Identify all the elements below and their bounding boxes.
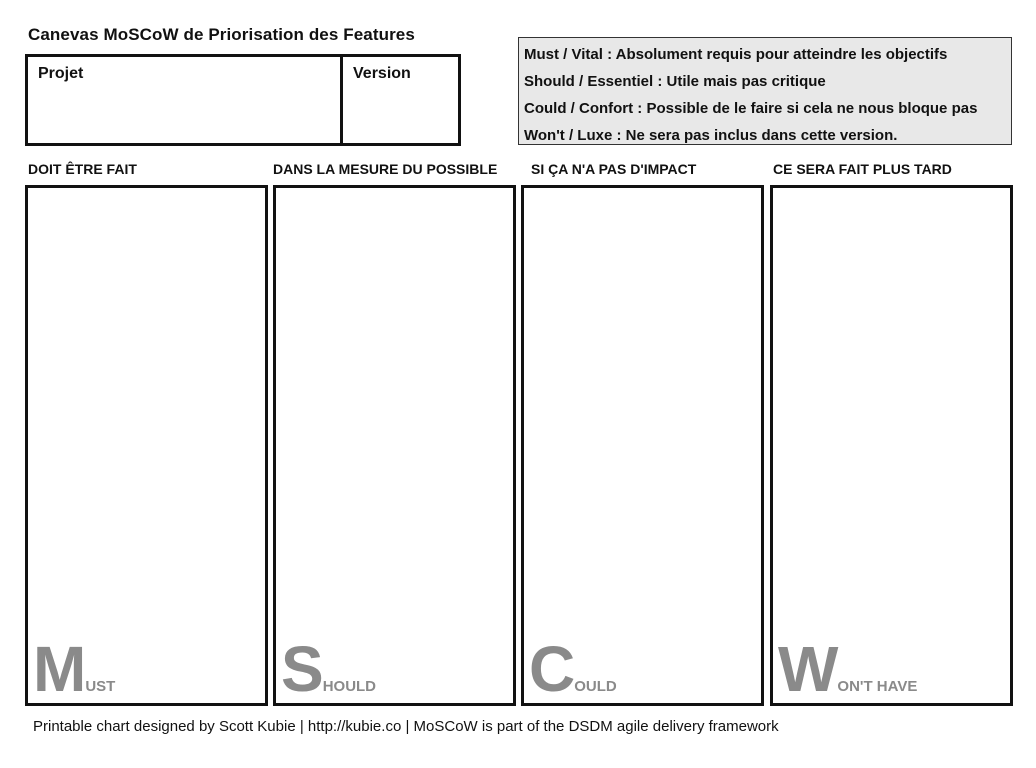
- column-header-wont: CE SERA FAIT PLUS TARD: [773, 161, 952, 177]
- column-could[interactable]: [521, 185, 764, 706]
- legend-box: [518, 37, 1012, 145]
- should-rest: HOULD: [322, 678, 377, 695]
- must-rest: UST: [85, 678, 116, 695]
- projet-box[interactable]: [25, 54, 343, 146]
- version-label: Version: [353, 65, 411, 82]
- could-initial: C: [529, 633, 575, 705]
- should-initial: S: [281, 633, 323, 705]
- must-mark: [33, 633, 116, 705]
- legend-could: Could / Confort : Possible de le faire si cela ne nous bloque pas: [524, 100, 978, 117]
- legend-should: Should / Essentiel : Utile mais pas critique: [524, 73, 826, 90]
- footer-credit: Printable chart designed by Scott Kubie | http://kubie.co | MoSCoW is part of the DSDM agile delivery framework: [33, 718, 779, 735]
- could-mark: [529, 633, 617, 705]
- wont-rest: ON'T HAVE: [837, 678, 918, 695]
- should-mark: [281, 633, 377, 705]
- page-title: Canevas MoSCoW de Priorisation des Features: [28, 25, 415, 44]
- column-header-must: DOIT ÊTRE FAIT: [28, 161, 137, 177]
- column-must[interactable]: [25, 185, 268, 706]
- column-should[interactable]: [273, 185, 516, 706]
- version-box[interactable]: [340, 54, 461, 146]
- could-rest: OULD: [574, 678, 617, 695]
- legend-wont: Won't / Luxe : Ne sera pas inclus dans cette version.: [524, 127, 898, 144]
- legend-must: Must / Vital : Absolument requis pour atteindre les objectifs: [524, 46, 948, 63]
- wont-initial: W: [778, 633, 838, 705]
- column-header-should: DANS LA MESURE DU POSSIBLE: [273, 161, 498, 177]
- column-header-could: SI ÇA N'A PAS D'IMPACT: [531, 161, 697, 177]
- projet-label: Projet: [38, 65, 84, 82]
- column-wont[interactable]: [770, 185, 1013, 706]
- wont-mark: [778, 633, 918, 705]
- must-initial: M: [33, 633, 86, 705]
